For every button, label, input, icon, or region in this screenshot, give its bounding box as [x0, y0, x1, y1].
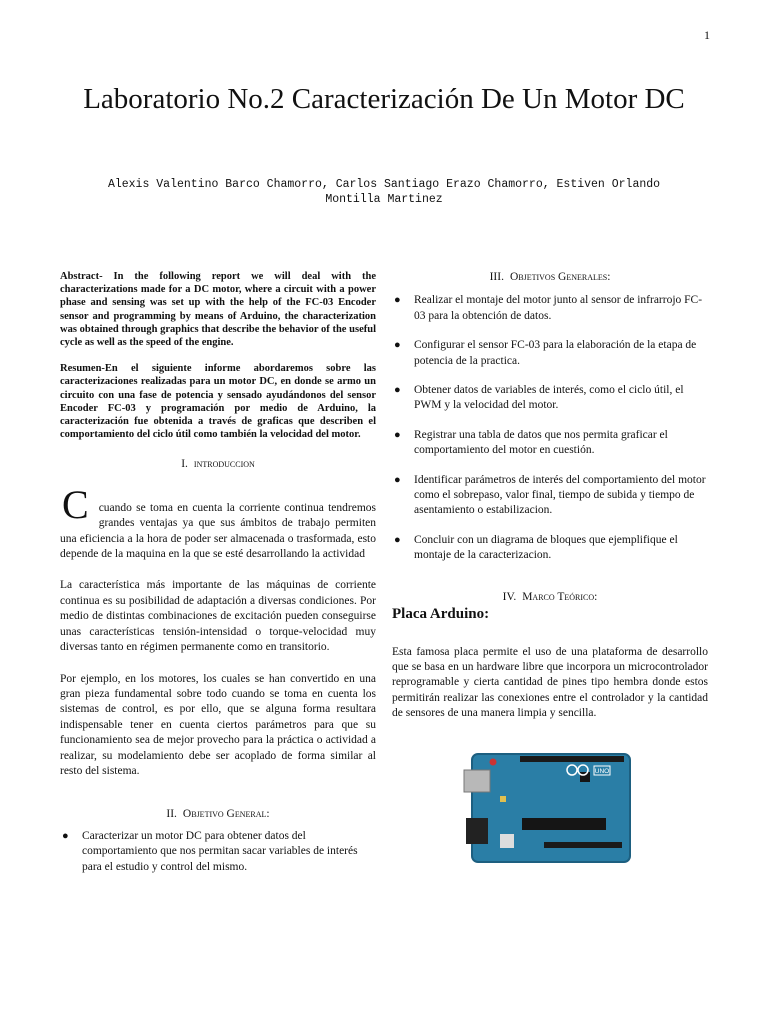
page-number: 1 — [704, 28, 710, 42]
list-item-text: Obtener datos de variables de interés, como el ciclo útil, el PWM y la velocidad del motor. — [414, 384, 684, 412]
section-number: II. — [166, 808, 177, 821]
list-item — [392, 533, 708, 564]
bullet-icon: ● — [394, 533, 401, 546]
intro-paragraph-3: Por ejemplo, en los motores, los cuales se han convertido en una gran pieza fundamental sobre todo cuando se toma en cuenta los sistemas de control, es por ello, que se alguna forma resultara indispensable tener en cuenta ciertos parámetros para que su funcionamiento sea de mejor provecho para la práctica o actividad a realizar, su modelamiento debe ser acoplado de forma similar al resto del sistema. — [60, 672, 376, 777]
bullet-icon: ● — [394, 294, 401, 307]
arduino-board-image — [460, 748, 640, 868]
right-column — [392, 270, 708, 868]
list-item-text: Caracterizar un motor DC para obtener datos del comportamiento que nos permitan sacar variables de interés para el estudio y control del mismo. — [82, 829, 358, 873]
paper-title: Laboratorio No.2 Caracterización De Un Motor DC — [83, 83, 685, 115]
section-title: introduccion — [193, 458, 255, 471]
section-title: Objetivos Generales: — [509, 271, 611, 283]
list-item — [392, 293, 708, 324]
intro-paragraph-1 — [60, 481, 376, 563]
bullet-icon: ● — [394, 384, 401, 397]
list-item — [392, 473, 708, 519]
section-heading-objetivos-generales — [392, 270, 708, 285]
drop-cap: C — [62, 481, 89, 527]
section-heading-marco-teorico — [392, 590, 708, 605]
section-number: I. — [181, 458, 188, 471]
section-heading-introduccion — [60, 457, 376, 472]
abstract: Abstract- In the following report we will deal with the characterizations made for a DC motor, where a circuit with a power phase and sensing was set up with the help of the FC-03 Encoder sensor and programming by means of Arduino, the characterization was obtained through graphics that describe the behavior of the useful cycle as well as the speed of the engine. — [60, 271, 376, 349]
section-title: Marco Teórico: — [522, 590, 598, 603]
list-item-text: Realizar el montaje del motor junto al sensor de infrarrojo FC-03 para la obtención de datos. — [414, 294, 703, 322]
list-item-text: Identificar parámetros de interés del comportamiento del motor como el sobrepaso, valor final, tiempo de subida y tiempo de asentamiento o estabilizacion. — [414, 473, 706, 517]
list-item-text: Registrar una tabla de datos que nos permita graficar el comportamiento del motor en cuestión. — [414, 428, 668, 457]
bullet-icon: ● — [394, 428, 401, 441]
list-item-text: Configurar el sensor FC-03 para la elaboración de la etapa de potencia de la practica. — [414, 339, 697, 367]
list-item — [392, 428, 708, 459]
section-number: IV. — [502, 590, 517, 603]
section-number: III. — [489, 271, 504, 283]
bullet-icon: ● — [394, 473, 401, 486]
board-label: UNO — [594, 767, 610, 775]
section-heading-objetivo-general — [60, 807, 376, 822]
authors: Alexis Valentino Barco Chamorro, Carlos Santiago Erazo Chamorro, Estiven Orlando Montilla Martinez — [107, 178, 661, 206]
left-column — [60, 270, 376, 875]
resumen: Resumen-En el siguiente informe abordaremos sobre las caracterizaciones realizadas para un motor DC, en donde se armo un circuito con una fase de potencia y sensado ayudándonos del sensor Encoder FC-03 y programación por medio de Arduino, la caracterización fue obtenida a través de graficas que describen el comportamiento del ciclo útil como también la velocidad del motor. — [60, 363, 376, 441]
intro-paragraph-2: La característica más importante de las máquinas de corriente continua es su posibilidad de adaptación a diversas condiciones. Por medio de distintas combinaciones de excitación pueden conseguirse unas características tensión-intensidad o torque-velocidad muy diversas tanto en régimen permanente como en transitorio. — [60, 579, 376, 654]
bullet-icon: ● — [394, 339, 401, 352]
list-item — [392, 338, 708, 369]
intro-text-1: cuando se toma en cuenta la corriente continua tendremos grandes ventajas ya que sus ámbitos de trabajo permiten una eficiencia a la hora de poder ser almacenada o trasformada, esto depende de la maquina en la que se esté desarrollando la actividad — [60, 501, 376, 561]
arduino-paragraph: Esta famosa placa permite el uso de una plataforma de desarrollo que se basa en un hardware libre que incorpora un microcontrolador reprogramable y cierta cantidad de pines tipo hembra donde estos permitirán realizar las conexiones entre el controlador y la cantidad de sensores de una manera limpia y sencilla. — [392, 645, 708, 720]
bullet-icon: ● — [62, 829, 69, 842]
list-item — [392, 383, 708, 414]
list-item — [60, 829, 376, 875]
list-item-text: Concluir con un diagrama de bloques que ejemplifique el montaje de la caracterizacion. — [414, 533, 678, 562]
subheading-placa-arduino: Placa Arduino: — [392, 606, 490, 623]
section-title: Objetivo General: — [182, 808, 270, 821]
